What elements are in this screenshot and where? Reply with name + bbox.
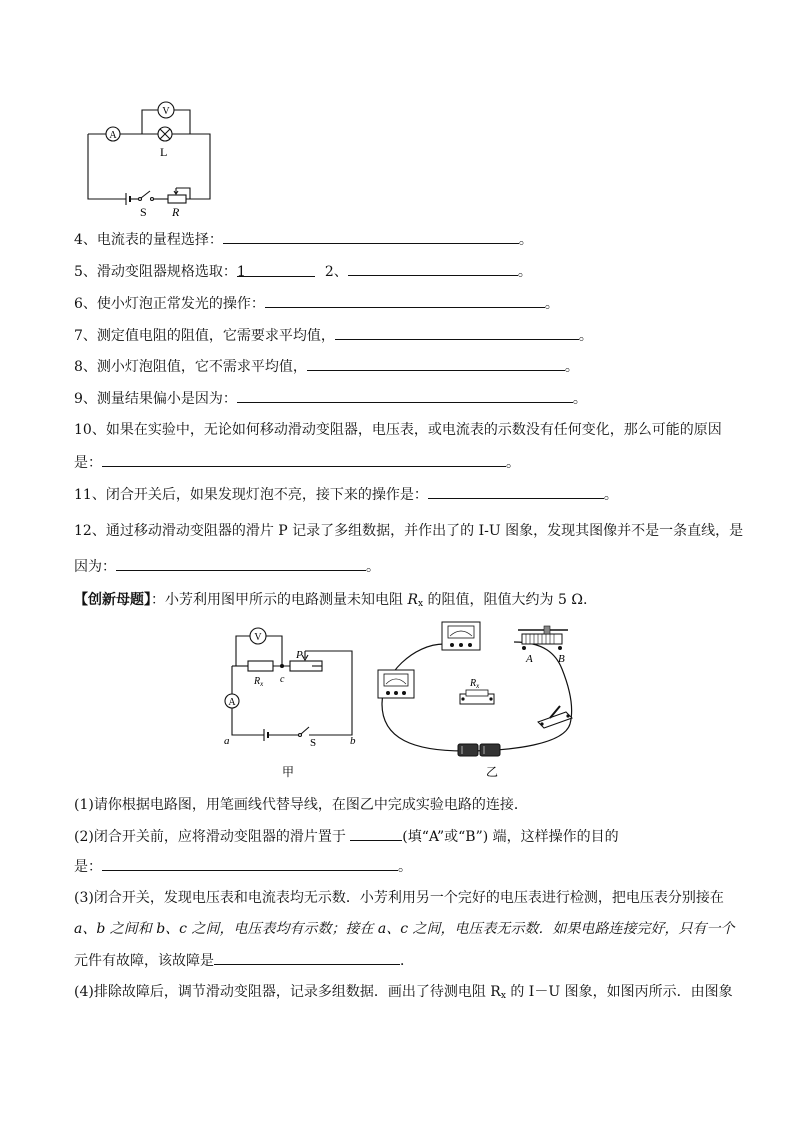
subquestion-3: (3)闭合开关，发现电压表和电流表均无示数．小芳利用另一个完好的电压表进行检测，把电压表分别接在 [74,890,724,906]
question-7: 7、测定值电阻的阻值，它需要求平均值， 。 [74,325,593,346]
subquestion-2: (2)闭合开关前，应将滑动变阻器的滑片置于 (填“A”或“B”) 端，这样操作的目的 [74,826,619,847]
lamp-label: L [160,145,168,159]
terminal-b-label: B [558,653,565,665]
answer-blank[interactable] [428,484,604,499]
rheostat-device [518,626,568,650]
answer-blank[interactable] [102,452,506,467]
subquestion-3-line3: 元件有故障，该故障是 ． [74,950,414,971]
question-12-cont: 因为： 。 [74,556,380,577]
node-a-label: a [224,735,230,747]
rx-label: $R_x$ [254,676,264,688]
node-c-label: c [280,674,285,685]
subquestion-4: (4)排除故障后，调节滑动变阻器，记录多组数据．画出了待测电阻 $R_x$ 的 I－U 图象，如图丙所示．由图象 [74,984,733,1001]
voltmeter-symbol: V [254,632,262,643]
circuit-diagram-jia [212,620,372,785]
question-9: 9、测量结果偏小是因为： 。 [74,388,587,409]
ammeter-symbol: A [109,130,117,141]
answer-blank[interactable] [223,229,519,244]
question-10: 10、如果在实验中，无论如何移动滑动变阻器，电压表，或电流表的示数没有任何变化，那么可能的原因 [74,422,722,438]
subquestion-3-line2: a、b 之间和 b、c 之间，电压表均有示数；接在 a、c 之间，电压表无示数．如果电路连接完好，只有一个 [74,921,735,937]
question-4: 4、电流表的量程选择： 。 [74,229,533,250]
innovation-tag: 【创新母题】 [74,592,151,608]
answer-blank[interactable] [214,950,400,965]
battery-device [458,744,500,756]
rx-label: $R_x$ [470,678,480,690]
slider-p-label: P [296,649,303,661]
rheostat-label: R [172,205,180,219]
figure-caption-yi: 乙 [485,765,499,779]
answer-blank[interactable] [237,388,573,403]
answer-blank[interactable] [350,826,402,841]
node-b-label: b [350,735,356,747]
voltmeter-device [442,622,480,650]
figure-caption-jia: 甲 [281,765,295,779]
ammeter-device [378,670,414,698]
switch-label: S [140,205,147,219]
question-6: 6、使小灯泡正常发光的操作： 。 [74,293,559,314]
answer-blank[interactable] [307,356,565,371]
answer-blank[interactable]: 1 [237,262,315,277]
answer-blank[interactable] [116,556,366,571]
innovation-intro: 【创新母题】：小芳利用图甲所示的电路测量未知电阻 $R_x$ 的阻值，阻值大约为 5 Ω. [74,592,588,609]
question-5: 5、滑动变阻器规格选取：1 2、 。 [74,261,532,282]
switch-label: S [310,737,317,749]
answer-blank[interactable] [348,261,518,276]
terminal-a-label: A [526,653,533,665]
lamp-circuit-diagram [80,94,230,219]
answer-blank[interactable] [102,856,398,871]
voltmeter-symbol: V [162,106,170,117]
subquestion-2-cont: 是： 。 [74,856,412,877]
ammeter-symbol: A [228,697,236,708]
answer-blank[interactable] [335,325,579,340]
subquestion-1: (1)请你根据电路图，用笔画线代替导线，在图乙中完成实验电路的连接． [74,797,528,813]
physical-wiring-figure-yi [374,614,604,782]
question-12: 12、通过移动滑动变阻器的滑片 P 记录了多组数据，并作出了的 I-U 图象，发现其图像并不是一条直线，是 [74,523,744,539]
question-8: 8、测小灯泡阻值，它不需求平均值， 。 [74,356,579,377]
switch-device [538,706,572,728]
question-10-cont: 是： 。 [74,452,520,473]
question-11: 11、闭合开关后，如果发现灯泡不亮，接下来的操作是： 。 [74,484,618,505]
resistor-rx-device [460,690,494,704]
answer-blank[interactable] [265,293,545,308]
